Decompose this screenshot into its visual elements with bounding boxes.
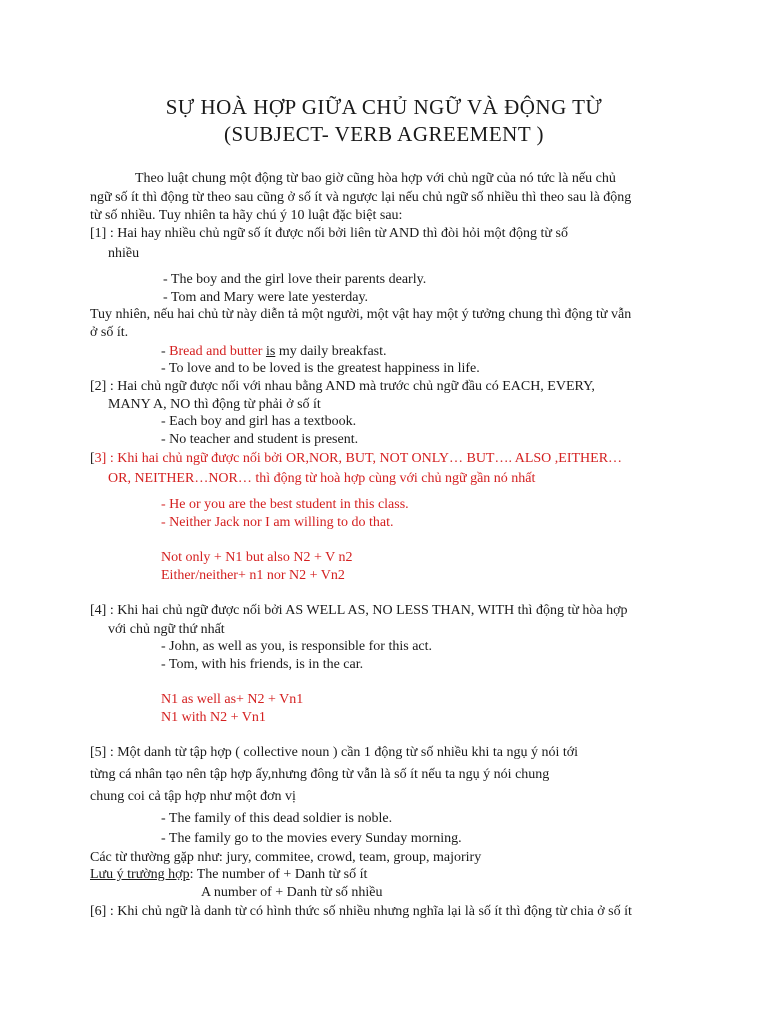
rule-5-common-words: Các từ thường gặp như: jury, commitee, crowd, team, group, majoriry (90, 850, 482, 865)
title-vietnamese: SỰ HOÀ HỢP GIỮA CHỦ NGỮ VÀ ĐỘNG TỪ (165, 95, 603, 119)
underlined-verb: is (265, 344, 276, 359)
rule-5-heading-cont-2: chung coi cả tập hợp như một đơn vị (90, 789, 296, 804)
rule-1-heading: [1] : Hai hay nhiều chủ ngữ số ít được nối bởi liên từ AND thì đòi hỏi một động từ số (90, 226, 568, 241)
rule-2-heading: [2] : Hai chủ ngữ được nối với nhau bằng AND mà trước chủ ngữ đầu có EACH, EVERY, (90, 379, 595, 394)
rule-1-heading-cont: nhiều (108, 246, 140, 261)
intro-line-3: từ số nhiều. Tuy nhiên ta hãy chú ý 10 luật đặc biệt sau: (90, 208, 403, 223)
example-rest: my daily breakfast. (275, 344, 387, 359)
rule-3-formula-2: Either/neither+ n1 nor N2 + Vn2 (161, 568, 345, 583)
rule-3-heading-cont: OR, NEITHER…NOR… thì động từ hoà hợp cùng với chủ ngữ gần nó nhất (108, 471, 536, 486)
rule-5-heading-cont-1: từng cá nhân tạo nên tập hợp ấy,nhưng đông từ vẫn là số ít nếu ta ngụ ý nói chung (90, 767, 550, 782)
intro-line-1: Theo luật chung một động từ bao giờ cũng hòa hợp với chủ ngữ của nó tức là nếu chủ (135, 171, 616, 186)
rule-1-example-4: - To love and to be loved is the greatest happiness in life. (161, 361, 480, 376)
title-english: (SUBJECT- VERB AGREEMENT ) (223, 122, 545, 146)
rule-5-example-1: - The family of this dead soldier is noble. (161, 811, 393, 826)
rule-3-heading-red: 3] : Khi hai chủ ngữ được nối bởi OR,NOR, BUT, NOT ONLY… BUT…. ALSO ,EITHER… (94, 451, 623, 466)
rule-1-example-1: - The boy and the girl love their parents dearly. (163, 272, 427, 287)
rule-5-heading: [5] : Một danh từ tập hợp ( collective noun ) cần 1 động từ số nhiều khi ta ngụ ý nói tới (90, 745, 579, 760)
rule-4-heading-cont: với chủ ngữ thứ nhất (108, 622, 225, 637)
rule-4-formula-1: N1 as well as+ N2 + Vn1 (161, 692, 304, 707)
rule-2-heading-cont: MANY A, NO thì động từ phải ở số ít (108, 397, 321, 412)
rule-5-note (90, 867, 367, 883)
rule-2-example-2: - No teacher and student is present. (161, 432, 359, 447)
rule-1-note-1: Tuy nhiên, nếu hai chủ từ này diễn tả một người, một vật hay một ý tưởng chung thì động từ vẫn (90, 307, 632, 322)
bracket: [ (90, 451, 95, 466)
rule-2-example-1: - Each boy and girl has a textbook. (161, 414, 357, 429)
highlight-phrase: Bread and butter (169, 344, 266, 359)
rule-6-heading: [6] : Khi chủ ngữ là danh từ có hình thức số nhiều nhưng nghĩa lại là số ít thì động từ chia ở số ít (90, 904, 632, 919)
rule-4-example-1: - John, as well as you, is responsible for this act. (161, 639, 433, 654)
rule-5-note-2: A number of + Danh từ số nhiều (201, 885, 383, 900)
rule-3-heading (90, 451, 622, 467)
rule-4-formula-2: N1 with N2 + Vn1 (161, 710, 266, 725)
note-text: : The number of + Danh từ số ít (189, 867, 368, 882)
dash: - (161, 344, 170, 359)
rule-1-example-2: - Tom and Mary were late yesterday. (163, 290, 369, 305)
rule-3-formula-1: Not only + N1 but also N2 + V n2 (161, 550, 353, 565)
rule-4-heading: [4] : Khi hai chủ ngữ được nối bởi AS WELL AS, NO LESS THAN, WITH thì động từ hòa hợp (90, 603, 628, 618)
rule-4-example-2: - Tom, with his friends, is in the car. (161, 657, 364, 672)
rule-3-example-1: - He or you are the best student in this class. (161, 497, 409, 512)
rule-1-note-2: ở số ít. (90, 325, 129, 340)
rule-3-example-2: - Neither Jack nor I am willing to do that. (161, 515, 394, 530)
rule-1-example-3 (161, 344, 387, 360)
rule-5-example-2: - The family go to the movies every Sunday morning. (161, 831, 462, 846)
note-label: Lưu ý trường hợp (90, 867, 190, 882)
intro-line-2: ngữ số ít thì động từ theo sau cũng ở số ít và ngược lại nếu chủ ngữ số nhiều thì theo sau là động (90, 190, 632, 205)
